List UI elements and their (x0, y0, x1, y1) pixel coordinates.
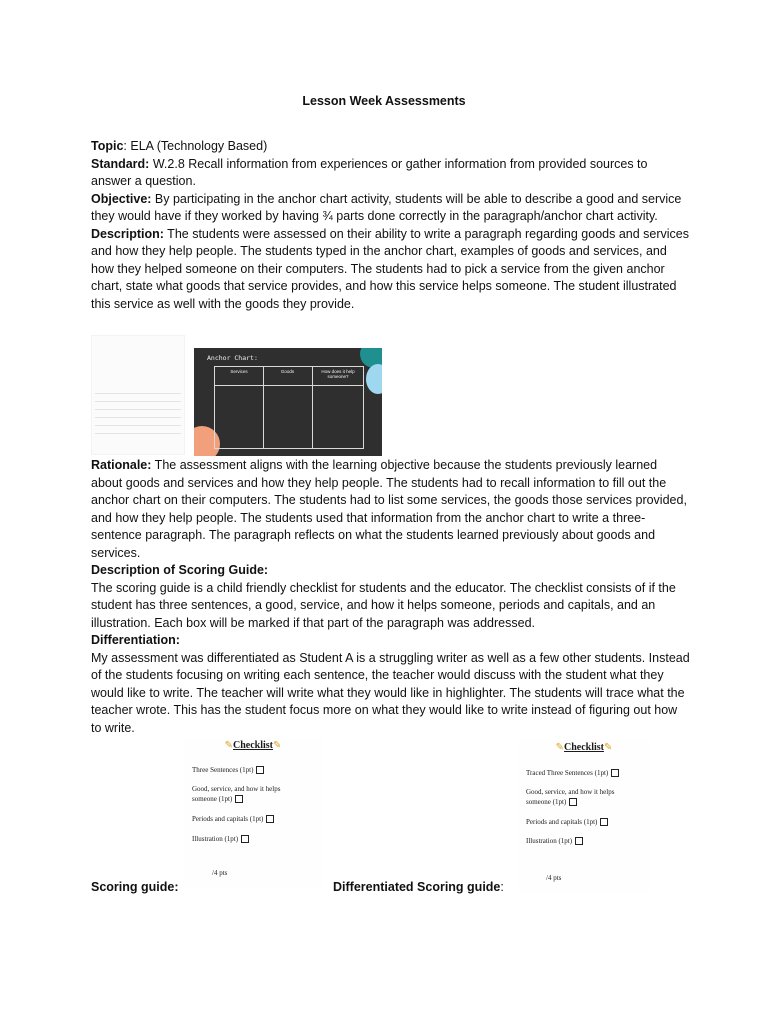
scoring-guide-label: Scoring guide: (91, 880, 179, 894)
differentiated-scoring-guide-label (333, 879, 504, 895)
checklist-points: /4 pts (546, 874, 562, 882)
checkbox-icon (575, 837, 583, 845)
description-label: Description: (91, 226, 164, 241)
checklist-item-label: Traced Three Sentences (1pt) (526, 769, 609, 777)
checklist-item (526, 769, 619, 778)
differentiated-scoring-guide-colon: : (500, 880, 504, 894)
anchor-column-help: How does it help someone? (321, 369, 355, 379)
pencil-icon: ✎ (555, 742, 564, 753)
lined-paper-image (91, 335, 185, 455)
topic-paragraph (91, 138, 691, 156)
grid-line (312, 367, 313, 448)
checkbox-icon (235, 795, 243, 803)
objective-text: By participating in the anchor chart activity, students will be able to describe a good and service they would have if they worked by having ¾ parts done correctly in the paragraph/anchor chart activity. (91, 191, 682, 223)
checkbox-icon (569, 798, 577, 806)
pencil-icon: ✎ (604, 742, 613, 753)
rationale-text: The assessment aligns with the learning objective because the students previously learned about goods and services and how they help people. The students had to recall information to fill out the anchor chart on their computers. The students had to list some services, the goods those services provided, and how they help people. The students used that information from the anchor chart to write a three-sentence paragraph. The paragraph reflects on what the students learned previously about goods and services. (91, 458, 687, 560)
checklist-item (526, 837, 583, 846)
decor-blob (366, 364, 382, 394)
checklist-item-label: Illustration (1pt) (526, 837, 573, 845)
assessment-details-section (91, 457, 691, 737)
checklist-item (192, 835, 249, 844)
checklist-item (526, 788, 614, 797)
checklist-title: Checklist (233, 740, 273, 751)
differentiation-heading: Differentiation: (91, 633, 180, 647)
anchor-chart-image (194, 348, 382, 456)
grid-line (263, 367, 264, 448)
checklist-item (192, 815, 274, 824)
checklist-item-label: someone (1pt) (192, 795, 233, 803)
checklist-item-label: Three Sentences (1pt) (192, 766, 254, 774)
standard-paragraph (91, 156, 691, 191)
checklist-item (192, 766, 264, 775)
checklist-item-label: someone (1pt) (526, 798, 567, 806)
checkbox-icon (600, 818, 608, 826)
scoring-description-text: The scoring guide is a child friendly checklist for students and the educator. The checklist consists of if the student has three sentences, a good, service, and how it helps someone, periods and capitals, and an illustration. Each box will be marked if that part of the paragraph was addressed. (91, 580, 676, 630)
checklist-item-label: Good, service, and how it helps (192, 785, 281, 793)
topic-text: : ELA (Technology Based) (123, 139, 268, 153)
rationale-paragraph (91, 457, 691, 562)
grid-line (215, 385, 363, 386)
checklist-title: Checklist (564, 742, 604, 753)
checkbox-icon (611, 769, 619, 777)
checklist-item (526, 818, 608, 827)
checklist-header (518, 742, 650, 753)
description-paragraph (91, 226, 691, 314)
anchor-column-services: Services (230, 369, 248, 374)
standard-label: Standard: (91, 156, 150, 171)
anchor-chart-title: Anchor Chart: (207, 354, 258, 362)
rationale-label: Rationale: (91, 458, 152, 472)
checklist-item (192, 785, 280, 794)
checkbox-icon (256, 766, 264, 774)
checklist-item (526, 798, 577, 807)
page-title: Lesson Week Assessments (302, 94, 466, 108)
pencil-icon: ✎ (224, 740, 233, 751)
checklist-points: /4 pts (212, 869, 228, 877)
checklist-header (184, 740, 322, 751)
checklist-item-label: Periods and capitals (1pt) (192, 815, 264, 823)
differentiated-checklist-image (518, 740, 650, 892)
checklist-item (192, 795, 243, 804)
pencil-icon: ✎ (273, 740, 282, 751)
checklist-item-label: Illustration (1pt) (192, 835, 239, 843)
description-text: The students were assessed on their ability to write a paragraph regarding goods and services and how they help people. The students typed in the anchor chart, examples of goods and services, and how they helped someone on their computers. The students had to pick a service from the given anchor chart, state what goods that service provides, and how this service helps someone. The student illustrated this service as well with the goods they provide. (91, 226, 690, 311)
standard-text: W.2.8 Recall information from experiences or gather information from provided sources to answer a question. (91, 156, 648, 188)
anchor-column-goods: Goods (280, 369, 295, 374)
intro-section (91, 138, 691, 313)
topic-label: Topic (91, 139, 124, 153)
scoring-description-heading: Description of Scoring Guide: (91, 563, 269, 577)
standard-checklist-image (184, 738, 322, 888)
checklist-item-label: Good, service, and how it helps (526, 788, 615, 796)
checkbox-icon (266, 815, 274, 823)
objective-label: Objective: (91, 191, 152, 206)
checkbox-icon (241, 835, 249, 843)
checklist-item-label: Periods and capitals (1pt) (526, 818, 598, 826)
anchor-chart-grid (214, 366, 364, 449)
differentiated-scoring-guide-text: Differentiated Scoring guide (333, 880, 501, 894)
objective-paragraph (91, 191, 691, 226)
differentiation-text: My assessment was differentiated as Student A is a struggling writer as well as a few other students. Instead of the students focusing on writing each sentence, the teacher would discuss with the student what they would like to write. The teacher will write what they would like in highlighter. The students will trace what the teacher wrote. This has the student focus more on what they would like to write instead of figuring out how to write. (91, 650, 690, 735)
